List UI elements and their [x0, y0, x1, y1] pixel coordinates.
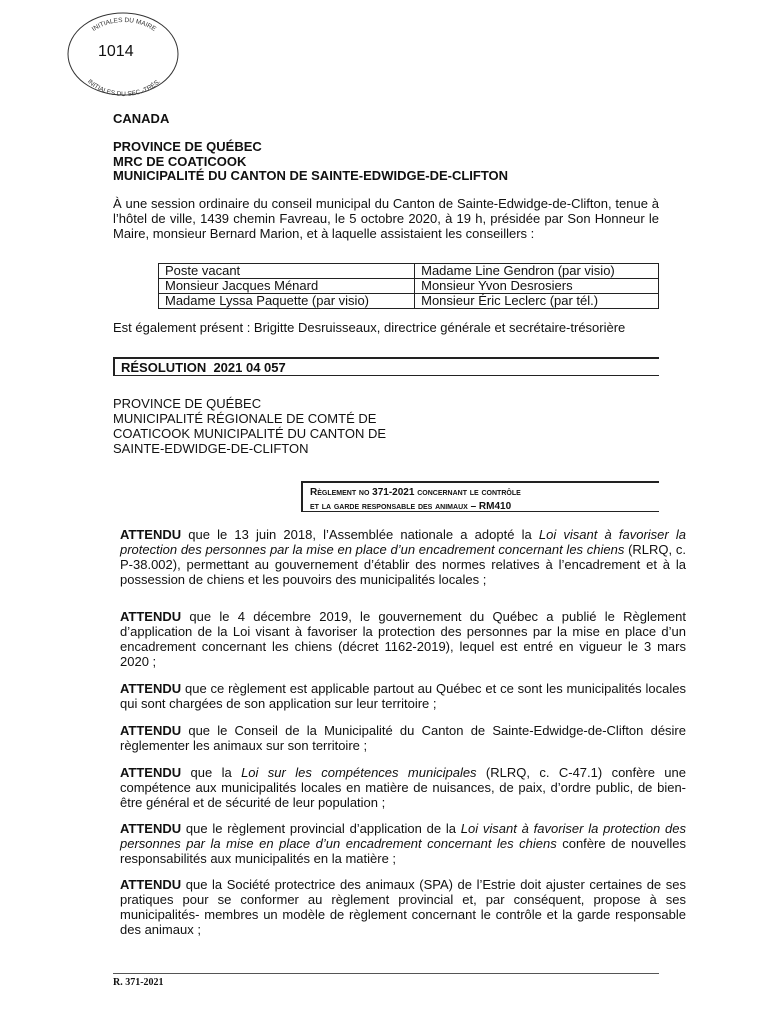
address-line: SAINTE-EDWIDGE-DE-CLIFTON — [113, 441, 309, 456]
clause-keyword: ATTENDU — [120, 609, 182, 624]
mrc-heading: MRC DE COATICOOK — [113, 154, 247, 169]
resolution-left-rule — [113, 359, 115, 376]
clause-4 — [120, 723, 686, 753]
attendee-cell: Monsieur Éric Leclerc (par tél.) — [415, 294, 659, 309]
municipality-heading: MUNICIPALITÉ DU CANTON DE SAINTE-EDWIDGE-DE-CLIFTON — [113, 168, 509, 183]
seal-bottom-text: INITIALES DU SEC.-TRÉS. — [85, 78, 163, 98]
clause-text: que le Conseil de la Municipalité du Canton de Sainte-Edwidge-de-Clifton désire règlementer les animaux sur son territoire ; — [120, 723, 686, 753]
meeting-intro: À une session ordinaire du conseil municipal du Canton de Sainte-Edwidge-de-Clifton, tenue à l’hôtel de ville, 1439 chemin Favreau, le 5 octobre 2020, à 19 h, présidée par Son Honneur le Maire, monsieur Bernard Marion, et à laquelle assistaient les conseillers : — [113, 196, 659, 241]
resolution-bottom-rule — [113, 375, 659, 376]
clause-text: que la — [181, 765, 242, 780]
page-number: 1014 — [98, 43, 134, 60]
clause-keyword: ATTENDU — [120, 723, 182, 738]
clause-5 — [120, 765, 686, 810]
footer-reference: R. 371-2021 — [113, 977, 164, 988]
resolution-number: RÉSOLUTION 2021 04 057 — [121, 360, 286, 375]
law-title: Loi sur les compétences municipales — [241, 765, 477, 780]
law-title: Loi visant à favoriser la protection des personnes par la mise en place d’un encadrement concernant les chiens — [120, 821, 686, 851]
clause-3 — [120, 681, 686, 711]
clause-keyword: ATTENDU — [120, 765, 182, 780]
table-row — [159, 294, 659, 309]
regulation-left-rule — [301, 483, 303, 511]
table-row — [159, 279, 659, 294]
table-row — [159, 264, 659, 279]
regulation-top-rule — [301, 481, 659, 483]
attendee-cell: Monsieur Jacques Ménard — [159, 279, 415, 294]
attendee-cell: Poste vacant — [159, 264, 415, 279]
clause-keyword: ATTENDU — [120, 877, 182, 892]
clause-text: confère de nouvelles responsabilités aux municipalités en la matière ; — [120, 836, 686, 866]
clause-keyword: ATTENDU — [120, 527, 182, 542]
address-block — [113, 396, 386, 456]
regulation-title-line: Règlement no 371-2021 concernant le contrôle — [310, 487, 521, 498]
attendee-cell: Monsieur Yvon Desrosiers — [415, 279, 659, 294]
clause-text: que ce règlement est applicable partout au Québec et ce sont les municipalités locales qui sont chargées de son application sur leur territoire ; — [120, 681, 686, 711]
clause-text: que le 4 décembre 2019, le gouvernement du Québec a publié le Règlement d’application de la Loi visant à favoriser la protection des personnes par la mise en place d’un encadrement concernant les chiens (décret 1162-2019), lequel est entré en vigueur le 3 mars 2020 ; — [120, 609, 686, 669]
law-title: Loi visant à favoriser la protection des personnes par la mise en place d’un encadrement concernant les chiens — [120, 527, 687, 557]
attendee-cell: Madame Line Gendron (par visio) — [415, 264, 659, 279]
resolution-top-rule — [113, 357, 659, 359]
clause-text: que le 13 juin 2018, l’Assemblée nationale a adopté la — [181, 527, 539, 542]
clause-text: que le règlement provincial d’application de la — [181, 821, 461, 836]
address-line: PROVINCE DE QUÉBEC — [113, 396, 262, 411]
attendees-table — [158, 263, 659, 309]
clause-1 — [120, 527, 686, 587]
address-line: MUNICIPALITÉ RÉGIONALE DE COMTÉ DE — [113, 411, 377, 426]
clause-2 — [120, 609, 686, 669]
clause-text: (RLRQ, c. P-38.002), permettant au gouvernement d’établir des normes relatives à l’encadrement et à la possession de chiens et les pouvoirs des municipalités locales ; — [120, 542, 686, 587]
address-line: COATICOOK MUNICIPALITÉ DU CANTON DE — [113, 426, 387, 441]
regulation-title — [310, 486, 650, 514]
clause-text: que la Société protectrice des animaux (SPA) de l’Estrie doit ajuster certaines de ses pratiques pour se conformer au règlement provincial et, par conséquent, propose à ses municipalités- membres un modèle de règlement concernant le contrôle et la garde responsable des animaux ; — [120, 877, 686, 937]
also-present: Est également présent : Brigitte Desruisseaux, directrice générale et secrétaire-trésorière — [113, 320, 626, 335]
clause-keyword: ATTENDU — [120, 821, 182, 836]
initials-seal — [64, 10, 182, 98]
regulation-title-line: et la garde responsable des animaux – RM410 — [310, 501, 512, 512]
footer-rule — [113, 973, 659, 974]
clause-keyword: ATTENDU — [120, 681, 182, 696]
clause-7 — [120, 877, 686, 937]
attendee-cell: Madame Lyssa Paquette (par visio) — [159, 294, 415, 309]
seal-top-text: INITIALES DU MAIRE — [90, 16, 158, 34]
clause-text: (RLRQ, c. C-47.1) confère une compétence aux municipalités locales en matière de nuisances, de paix, d’ordre public, de bien-être général et de sécurité de leur population ; — [120, 765, 686, 810]
clause-6 — [120, 821, 686, 866]
province-heading: PROVINCE DE QUÉBEC — [113, 139, 262, 154]
country-heading: CANADA — [113, 111, 170, 126]
